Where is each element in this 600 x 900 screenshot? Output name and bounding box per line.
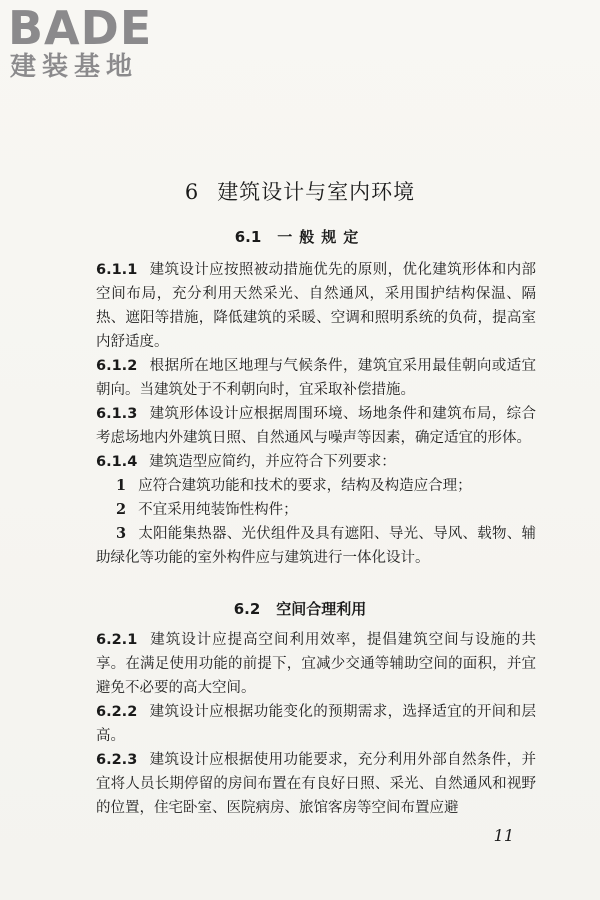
list-item-number: 3	[116, 525, 127, 542]
clause-6-2-2	[96, 700, 536, 748]
chapter-title	[0, 176, 600, 206]
clause-6-2-3	[96, 748, 536, 820]
logo-latin-text: BADE	[8, 1, 153, 55]
clause-6-1-3	[96, 402, 536, 450]
clause-text: 根据所在地区地理与气候条件，建筑宜采用最佳朝向或适宜朝向。当建筑处于不利朝向时，宜采取补偿措施。	[96, 358, 536, 398]
list-item-text: 不宜采用纯装饰性构件；	[138, 502, 298, 518]
chapter-title-text: 建筑设计与室内环境	[217, 180, 416, 204]
clause-text: 建筑造型应简约，并应符合下列要求：	[149, 454, 396, 470]
clause-number: 6.2.2	[96, 704, 138, 720]
clause-number: 6.2.1	[96, 632, 138, 648]
chapter-number: 6	[184, 180, 200, 204]
list-item-number: 1	[116, 477, 127, 494]
section-number: 6.1	[234, 228, 262, 246]
list-item-text: 太阳能集热器、光伏组件及具有遮阳、导光、导风、载物、辅助绿化等功能的室外构件应与建筑进行一体化设计。	[96, 526, 536, 566]
section-body-6-2	[96, 628, 536, 820]
clause-text: 建筑设计应根据功能变化的预期需求，选择适宜的开间和层高。	[96, 704, 536, 744]
section-heading-6-1	[0, 226, 600, 247]
clause-number: 6.1.1	[96, 262, 138, 278]
clause-number: 6.1.4	[96, 454, 138, 470]
page-number: 11	[493, 826, 514, 845]
clause-text: 建筑形体设计应根据周围环境、场地条件和建筑布局，综合考虑场地内外建筑日照、自然通风与噪声等因素，确定适宜的形体。	[96, 406, 536, 446]
watermark-logo	[8, 1, 178, 82]
clause-text: 建筑设计应提高空间利用效率，提倡建筑空间与设施的共享。在满足使用功能的前提下，宜减少交通等辅助空间的面积，并宜避免不必要的高大空间。	[96, 632, 536, 696]
clause-6-2-1	[96, 628, 536, 700]
clause-6-1-1	[96, 258, 536, 354]
clause-number: 6.2.3	[96, 752, 138, 768]
section-title: 空间合理利用	[276, 600, 367, 618]
clause-text: 建筑设计应根据使用功能要求，充分利用外部自然条件，并宜将人员长期停留的房间布置在有良好日照、采光、自然通风和视野的位置，住宅卧室、医院病房、旅馆客房等空间布置应避	[96, 752, 536, 816]
list-item	[96, 498, 536, 522]
clause-number: 6.1.3	[96, 406, 138, 422]
section-number: 6.2	[233, 600, 261, 618]
list-item-number: 2	[116, 501, 127, 518]
clause-number: 6.1.2	[96, 358, 138, 374]
section-body-6-1	[96, 258, 536, 570]
clause-6-1-2	[96, 354, 536, 402]
list-item-text: 应符合建筑功能和技术的要求，结构及构造应合理；	[138, 478, 472, 494]
section-title: 一般规定	[277, 228, 366, 246]
section-heading-6-2	[0, 598, 600, 619]
clause-6-1-4	[96, 450, 536, 474]
list-item	[96, 474, 536, 498]
list-item	[96, 522, 536, 570]
clause-text: 建筑设计应按照被动措施优先的原则，优化建筑形体和内部空间布局，充分利用天然采光、自然通风，采用围护结构保温、隔热、遮阳等措施，降低建筑的采暖、空调和照明系统的负荷，提高室内舒适度。	[96, 262, 536, 350]
logo-cn-text: 建装基地	[10, 52, 139, 82]
